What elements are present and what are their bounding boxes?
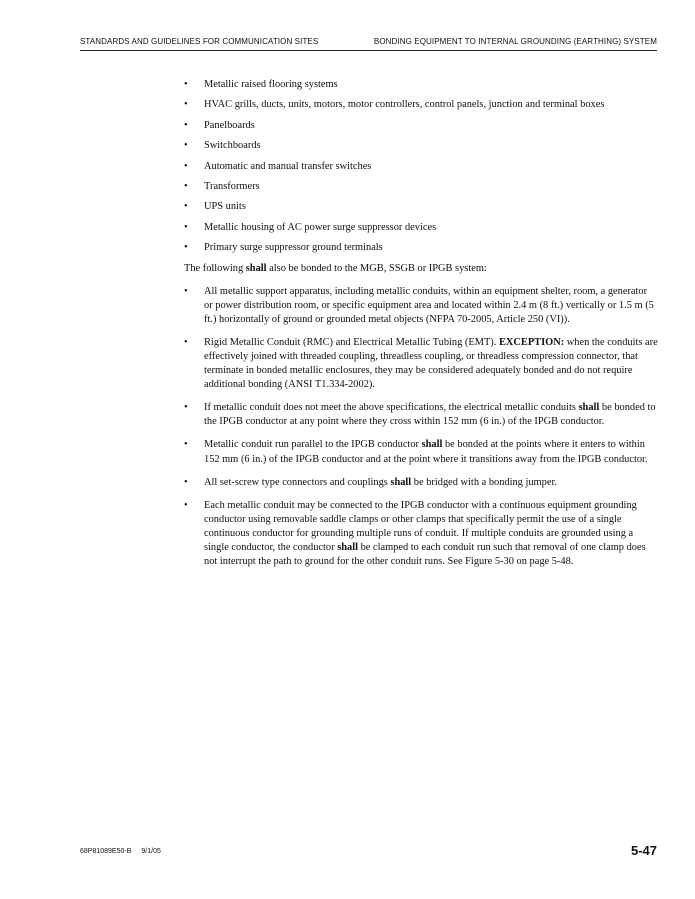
lead-shall-emphasis: shall [245, 262, 267, 274]
list-item-text: be bridged with a bonding jumper. [411, 476, 557, 488]
list-item-text: be bonded to the IPGB conductor at any point where they cross within 152 mm (6 in.) of the IPGB conductor. [204, 402, 656, 428]
emphasis-text: shall [390, 476, 412, 488]
main-content [184, 78, 658, 578]
list-item-text: Switchboards [204, 140, 261, 152]
page-footer-left [80, 848, 171, 855]
emphasis-text: shall [578, 402, 600, 414]
bullet-marker: • [184, 201, 188, 213]
list-item-text: Primary surge suppressor ground terminals [204, 242, 383, 254]
emphasis-text: EXCEPTION: [498, 336, 565, 348]
list-item [184, 119, 658, 133]
bullet-marker: • [184, 402, 188, 414]
bullet-marker: • [184, 160, 188, 172]
list-item [184, 499, 658, 569]
header-left-title: STANDARDS AND GUIDELINES FOR COMMUNICATION SITES [80, 37, 319, 46]
list-item-text: Transformers [204, 180, 260, 192]
list-item-text: Panelboards [204, 119, 255, 131]
list-item-text: Metallic conduit run parallel to the IPGB conductor [204, 439, 422, 451]
list-item-text: Automatic and manual transfer switches [204, 160, 372, 172]
list-item [184, 336, 658, 392]
emphasis-text: shall [337, 542, 358, 554]
bullet-marker: • [184, 221, 188, 233]
list-item-text: Rigid Metallic Conduit (RMC) and Electrical Metallic Tubing (EMT). [204, 336, 499, 348]
list-item-text: If metallic conduit does not meet the above specifications, the electrical metallic conduits [204, 402, 579, 414]
list-item [184, 241, 658, 255]
list-item [184, 438, 658, 466]
bonding-lead-sentence [184, 262, 658, 276]
emphasis-text: shall [421, 439, 443, 451]
list-item-text: All set-screw type connectors and couplings [204, 476, 391, 488]
list-item [184, 401, 658, 429]
list-item-text: UPS units [204, 201, 246, 213]
document-date: 9/1/05 [141, 848, 161, 855]
list-item-text: All metallic support apparatus, including metallic conduits, within an equipment shelter, room, a generator or power distribution room, or specific equipment area and located within 2.4 m (8 ft.) vertically or 1.5 m (5 ft.) horizontally of ground or grounded metal objects (NFPA 70-2005, Article 250 (VI)). [204, 285, 654, 325]
bullet-marker: • [184, 119, 188, 131]
lead-text-before: The following [184, 262, 246, 274]
bonding-requirements-list [184, 285, 658, 570]
list-item-text: Metallic raised flooring systems [204, 79, 338, 90]
bullet-marker: • [184, 79, 188, 90]
bullet-marker: • [184, 439, 188, 451]
list-item [184, 78, 658, 92]
bullet-marker: • [184, 285, 188, 297]
list-item [184, 98, 658, 112]
list-item [184, 200, 658, 214]
list-item [184, 139, 658, 153]
list-item-text: when the conduits are effectively joined with threaded coupling, threadless coupling, or threadless compression connector, that terminate in bonded metallic enclosures, they may be considered adequately bonded and do not require additional bonding (ANSI T1.334-2002). [204, 336, 658, 391]
bullet-marker: • [184, 180, 188, 192]
document-number: 68P81089E50-B [80, 848, 132, 855]
list-item-text: Metallic housing of AC power surge suppressor devices [204, 221, 437, 233]
list-item [184, 285, 658, 327]
list-item-text: Each metallic conduit may be connected to the IPGB conductor with a continuous equipment grounding conductor using removable saddle clamps or other clamps that specifically permit the use of a single continuous conductor for grounding multiple runs of conduit. If multiple conduits are grounded using a single conductor, the conductor [204, 499, 637, 554]
bullet-marker: • [184, 140, 188, 152]
equipment-list [184, 78, 658, 255]
list-item [184, 180, 658, 194]
bullet-marker: • [184, 99, 188, 111]
bullet-marker: • [184, 499, 188, 511]
list-item-text: HVAC grills, ducts, units, motors, motor controllers, control panels, junction and terminal boxes [204, 99, 605, 111]
page-header [80, 34, 657, 51]
list-item [184, 476, 658, 490]
lead-text-after: also be bonded to the MGB, SSGB or IPGB system: [266, 262, 487, 274]
list-item [184, 221, 658, 235]
page-number: 5-47 [630, 843, 657, 858]
bullet-marker: • [184, 336, 188, 348]
list-item-text: be bonded at the points where it enters to within 152 mm (6 in.) of the IPGB conductor and at the point where it transitions away from the IPGB conductor. [204, 439, 648, 465]
header-right-title: BONDING EQUIPMENT TO INTERNAL GROUNDING (EARTHING) SYSTEM [373, 37, 657, 46]
list-item-text: be clamped to each conduit run such that removal of one clamp does not interrupt the path to ground for the other conduit runs. See Figure 5-30 on page 5-48. [204, 542, 646, 568]
list-item [184, 160, 658, 174]
bullet-marker: • [184, 242, 188, 254]
bullet-marker: • [184, 476, 188, 488]
